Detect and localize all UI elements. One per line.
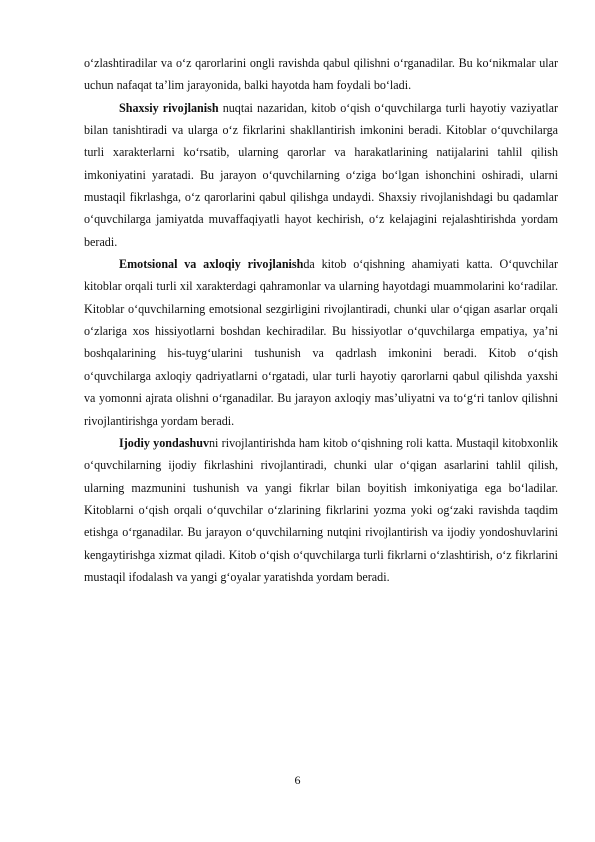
document-body (84, 52, 558, 588)
paragraph-text: ni rivojlantirishda ham kitob o‘qishning roli katta. Mustaqil kitobxonlik o‘quvchilarning ijodiy fikrlashini rivojlantiradi, chunki ular o‘qigan asarlarini tahlil qilish, ularning mazmunini tushunish va yangi fikrlar bilan boyitish imkoniyatiga ega bo‘ladilar. Kitoblarni o‘qish orqali o‘quvchilar o‘zlarining fikrlarini yozma yoki og‘zaki ravishda taqdim etishga o‘rganadilar. Bu jarayon o‘quvchilarning nutqini rivojlantirish va ijodiy yondoshuvlarini kengaytirishga xizmat qiladi. Kitob o‘qish o‘quvchilarga turli fikrlarni o‘zlashtirish, o‘z fikrlarini mustaqil ifodalash va yangi g‘oyalar yaratishda yordam beradi. (84, 435, 558, 584)
paragraph-text: o‘zlashtiradilar va o‘z qarorlarini ongli ravishda qabul qilishni o‘rganadilar. Bu ko‘nikmalar ular uchun nafaqat ta’lim jarayonida, balki hayotda ham foydali bo‘ladi. (84, 56, 558, 93)
paragraph-lead-term: Shaxsiy rivojlanish (119, 100, 219, 115)
paragraph-emotional-moral-development (84, 253, 558, 432)
paragraph-text: nuqtai nazaridan, kitob o‘qish o‘quvchilarga turli hayotiy vaziyatlar bilan tanishtiradi va ularga o‘z fikrlarini shakllantirish imkonini beradi. Kitoblar o‘quvchilarga turli xarakterlarni ko‘rsatib, ularning qarorlar va harakatlarining natijalarini tahlil qilish imkoniyatini yaratadi. Bu jarayon o‘quvchilarning o‘ziga bo‘lgan ishonchini oshiradi, ularni mustaqil fikrlashga, o‘z qarorlarini qabul qilishga undaydi. Shaxsiy rivojlanishdagi bu qadamlar o‘quvchilarga jamiyatda muvaffaqiyatli hayot kechirish, o‘z kelajagini rejalashtirishda yordam beradi. (84, 100, 558, 249)
paragraph-text: da kitob o‘qishning ahamiyati katta. O‘quvchilar kitoblar orqali turli xil xarakterdagi qahramonlar va ularning hayotdagi muammolarini ko‘radilar. Kitoblar o‘quvchilarning emotsional sezgirligini rivojlantiradi, chunki ular o‘qigan asarlar orqali o‘zlariga xos hissiyotlarni boshdan kechiradilar. Bu hissiyotlar o‘quvchilarga empatiya, ya’ni boshqalarining his-tuyg‘ularini tushunish va qadrlash imkonini beradi. Kitob o‘qish o‘quvchilarga axloqiy qadriyatlarni o‘rgatadi, ular turli hayotiy qarorlarni qabul qilishda yaxshi va yomonni ajrata olishni o‘rganadilar. Bu jarayon axloqiy mas’uliyatni va to‘g‘ri tanlov qilishni rivojlantirishga yordam beradi. (84, 257, 558, 428)
paragraph-creative-approach (84, 432, 558, 588)
paragraph-personal-development (84, 97, 558, 253)
page-number: 6 (294, 773, 301, 787)
paragraph-continuation (84, 52, 558, 97)
paragraph-lead-term: Emotsional va axloqiy rivojlanish (119, 257, 304, 272)
paragraph-lead-term: Ijodiy yondashuv (119, 435, 209, 450)
